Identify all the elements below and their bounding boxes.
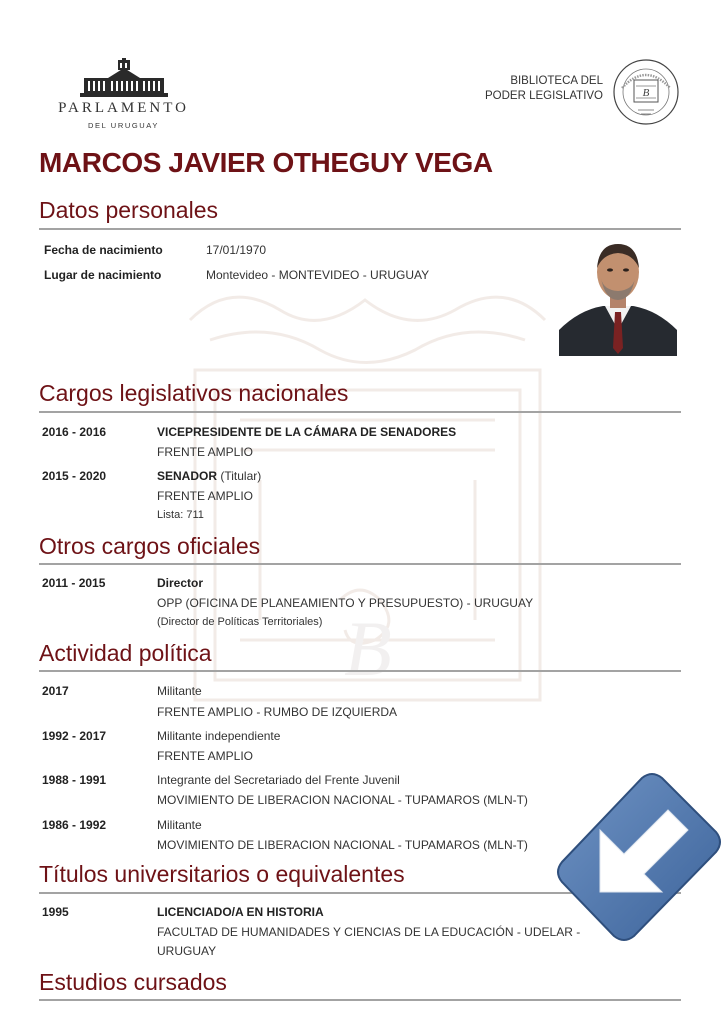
field-value-birth-date: 17/01/1970	[206, 243, 267, 257]
entry-org: MOVIMIENTO DE LIBERACION NACIONAL - TUPAMAROS (MLN-T)	[157, 793, 528, 807]
library-line-2: PODER LEGISLATIVO	[484, 90, 603, 102]
parliament-building-icon	[78, 58, 170, 98]
logo-name: PARLAMENTO	[58, 100, 189, 116]
person-portrait-icon	[559, 238, 677, 356]
svg-text:B: B	[642, 87, 650, 99]
portrait-photo	[559, 238, 677, 356]
entry-role-title: SENADOR	[157, 469, 218, 483]
section-title-datos-personales: Datos personales	[39, 197, 218, 223]
entry-role	[157, 425, 456, 439]
entry-degree	[157, 905, 324, 919]
entry-date: 2016 - 2016	[42, 425, 107, 439]
entry-date: 1988 - 1991	[42, 773, 107, 787]
svg-text:B: B	[344, 605, 392, 692]
entry-role: Integrante del Secretariado del Frente Juvenil	[157, 773, 400, 787]
library-seal-icon	[612, 58, 680, 126]
section-divider	[39, 228, 681, 230]
entry-detail: (Director de Políticas Territoriales)	[157, 616, 323, 628]
entry-date: 1992 - 2017	[42, 729, 107, 743]
section-title-cargos-legislativos: Cargos legislativos nacionales	[39, 380, 349, 406]
library-line-1: BIBLIOTECA DEL	[510, 75, 603, 87]
entry-institution-line-2: URUGUAY	[157, 944, 217, 958]
entry-org: MOVIMIENTO DE LIBERACION NACIONAL - TUPAMAROS (MLN-T)	[157, 838, 528, 852]
person-name: MARCOS JAVIER OTHEGUY VEGA	[39, 147, 493, 178]
entry-degree-title: LICENCIADO/A EN HISTORIA	[157, 905, 324, 919]
entry-org: FRENTE AMPLIO - RUMBO DE IZQUIERDA	[157, 705, 398, 719]
entry-role-title: Director	[157, 576, 204, 590]
entry-org: FRENTE AMPLIO	[157, 749, 254, 763]
entry-date: 2017	[42, 684, 69, 698]
entry-date: 1986 - 1992	[42, 818, 107, 832]
library-name	[485, 74, 603, 104]
section-divider	[39, 563, 681, 565]
entry-date: 1995	[42, 905, 69, 919]
entry-date: 2015 - 2020	[42, 469, 107, 483]
field-value-birth-place: Montevideo - MONTEVIDEO - URUGUAY	[206, 268, 430, 282]
section-title-titulos: Títulos universitarios o equivalentes	[39, 861, 405, 887]
entry-date: 2011 - 2015	[42, 576, 106, 590]
field-label-birth-place: Lugar de nacimiento	[44, 268, 162, 282]
entry-institution-line-1: FACULTAD DE HUMANIDADES Y CIENCIAS DE LA EDUCACIÓN - UDELAR -	[157, 925, 581, 939]
parlamento-logo	[46, 58, 201, 130]
entry-role: Militante	[157, 818, 202, 832]
field-label-birth-date: Fecha de nacimiento	[44, 243, 163, 257]
entry-party: FRENTE AMPLIO	[157, 489, 254, 503]
entry-org: OPP (OFICINA DE PLANEAMIENTO Y PRESUPUESTO) - URUGUAY	[157, 596, 534, 610]
section-divider	[39, 411, 681, 413]
entry-role: Militante independiente	[157, 729, 281, 743]
entry-role-note: (Titular)	[217, 469, 262, 483]
entry-list: Lista: 711	[157, 509, 204, 521]
section-title-otros-cargos: Otros cargos oficiales	[39, 533, 261, 559]
entry-role-title: VICEPRESIDENTE DE LA CÁMARA DE SENADORES	[157, 425, 457, 439]
entry-role	[157, 469, 261, 483]
section-title-actividad-politica: Actividad política	[39, 640, 212, 666]
arrow-down-left-icon[interactable]	[556, 770, 723, 945]
logo-subtitle: DEL URUGUAY	[88, 121, 159, 130]
section-divider	[39, 999, 681, 1001]
entry-party: FRENTE AMPLIO	[157, 445, 254, 459]
entry-role: Militante	[157, 684, 202, 698]
entry-role	[157, 576, 203, 590]
section-title-estudios: Estudios cursados	[39, 969, 227, 995]
section-divider	[39, 670, 681, 672]
